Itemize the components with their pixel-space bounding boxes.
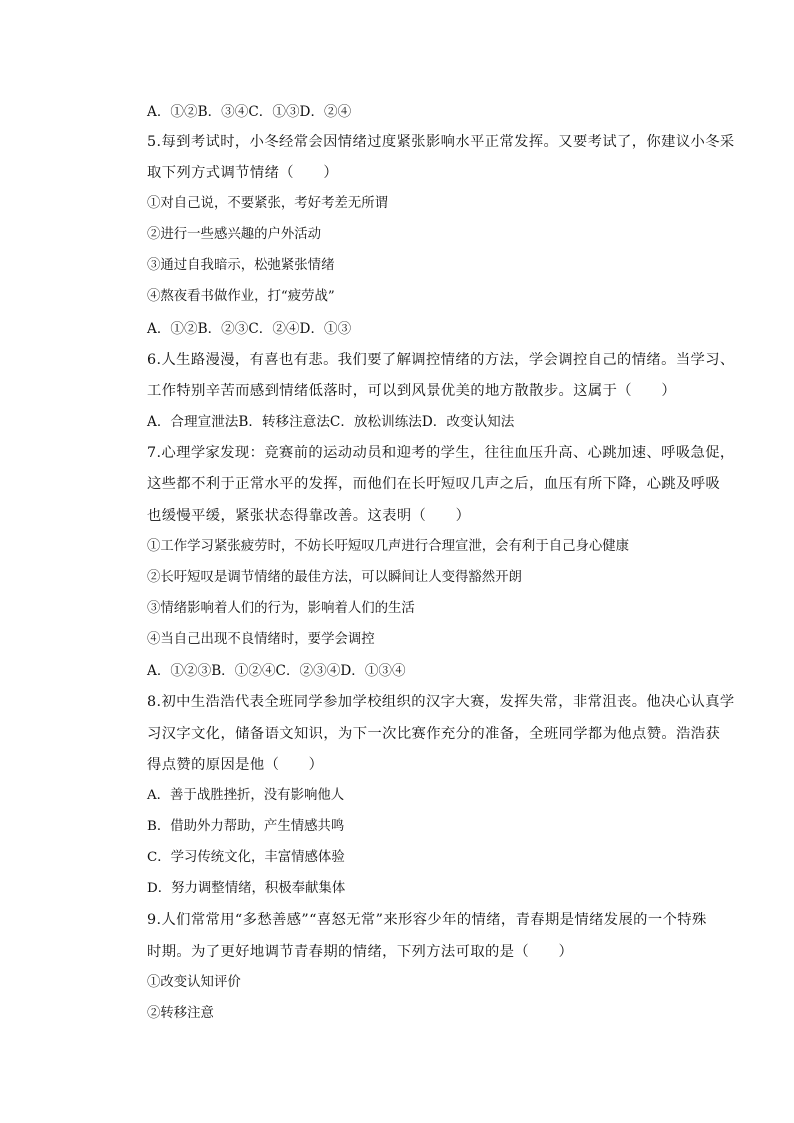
question-7-stem-line-1: 7.心理学家发现：竞赛前的运动动员和迎考的学生，往往血压升高、心跳加速、呼吸急促， [147, 445, 735, 461]
question-5-item-1: ①对自己说，不要紧张，考好考差无所谓 [147, 196, 389, 211]
question-8-stem-line-1: 8.初中生浩浩代表全班同学参加学校组织的汉字大赛，发挥失常，非常沮丧。他决心认真学 [147, 694, 735, 710]
question-5-stem-line-1: 5.每到考试时，小冬经常会因情绪过度紧张影响水平正常发挥。又要考试了，你建议小冬采 [147, 134, 735, 150]
question-8-option-b: B．借助外力帮助，产生情感共鸣 [147, 819, 345, 834]
question-8-option-c: C．学习传统文化，丰富情感体验 [147, 850, 345, 865]
question-5-options: A．①②B．②③C．②④D．①③ [147, 321, 352, 337]
question-7-item-1: ①工作学习紧张疲劳时，不妨长吁短叹几声进行合理宣泄，会有利于自己身心健康 [147, 539, 630, 554]
question-6-stem-line-2: 工作特别辛苦而感到情绪低落时，可以到风景优美的地方散散步。这属于（ ） [147, 383, 677, 399]
question-4-options: A．①②B．③④C．①③D．②④ [147, 104, 352, 120]
question-8-option-d: D．努力调整情绪，积极奉献集体 [147, 881, 346, 896]
question-5-item-3: ③通过自我暗示，松弛紧张情绪 [147, 258, 335, 273]
question-9-stem-line-1: 9.人们常常用“多愁善感”“喜怒无常”来形容少年的情绪，青春期是情绪发展的一个特殊 [147, 912, 707, 928]
question-8-stem-line-2: 习汉字文化，储备语文知识，为下一次比赛作充分的准备，全班同学都为他点赞。浩浩获 [147, 726, 721, 742]
question-6-stem-line-1: 6.人生路漫漫，有喜也有悲。我们要了解调控情绪的方法，学会调控自己的情绪。当学习、 [147, 352, 735, 368]
question-9-stem-line-2: 时期。为了更好地调节青春期的情绪，下列方法可取的是（ ） [147, 944, 574, 960]
question-7-stem-line-3: 也缓慢平缓，紧张状态得靠改善。这表明（ ） [147, 508, 471, 524]
question-5-item-4: ④熬夜看书做作业，打“疲劳战” [147, 289, 335, 304]
question-7-item-3: ③情绪影响着人们的行为，影响着人们的生活 [147, 601, 415, 616]
question-5-item-2: ②进行一些感兴趣的户外活动 [147, 227, 322, 242]
question-6-options: A．合理宣泄法B．转移注意法C．放松训练法D．改变认知法 [147, 414, 515, 430]
question-7-stem-line-2: 这些都不利于正常水平的发挥，而他们在长吁短叹几声之后，血压有所下降，心跳及呼吸 [147, 476, 721, 492]
question-7-item-4: ④当自己出现不良情绪时，要学会调控 [147, 632, 375, 647]
question-8-option-a: A．善于战胜挫折，没有影响他人 [147, 788, 345, 803]
question-7-item-2: ②长吁短叹是调节情绪的最佳方法，可以瞬间让人变得豁然开朗 [147, 570, 522, 585]
question-7-options: A．①②③B．①②④C．②③④D．①③④ [147, 663, 406, 679]
question-9-item-1: ①改变认知评价 [147, 975, 241, 990]
question-5-stem-line-2: 取下列方式调节情绪（ ） [147, 165, 339, 181]
question-9-item-2: ②转移注意 [147, 1006, 214, 1021]
question-8-stem-line-3: 得点赞的原因是他（ ） [147, 757, 324, 773]
